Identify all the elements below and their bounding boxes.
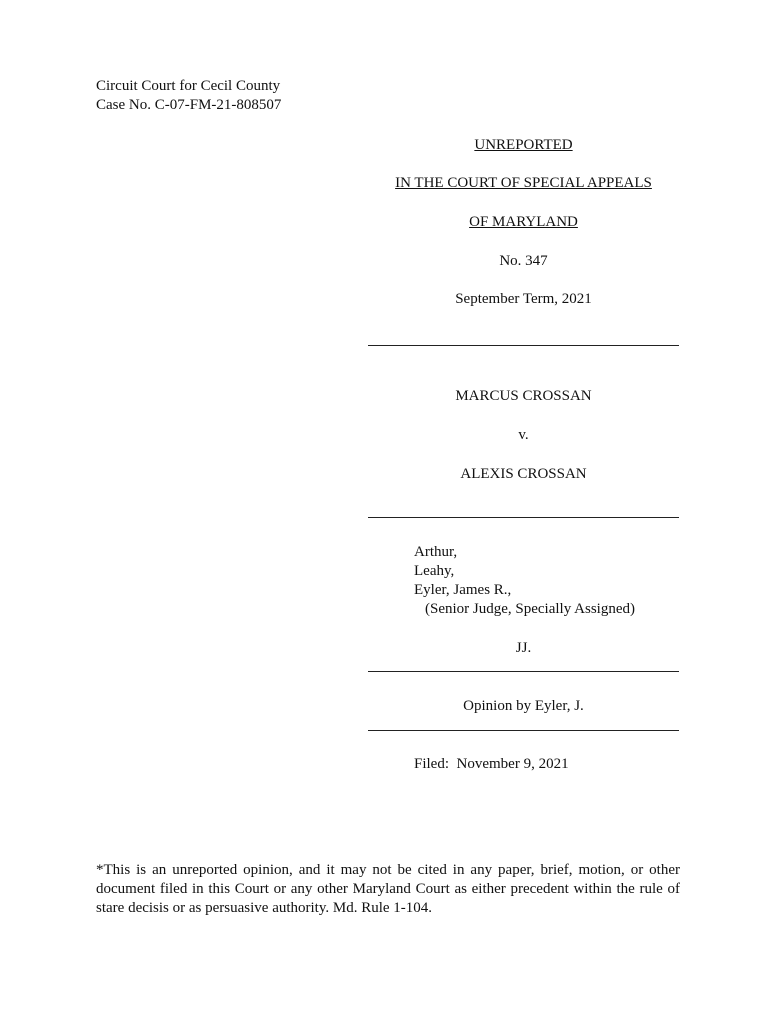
judges-suffix: JJ. [515, 640, 532, 656]
term: September Term, 2021 [455, 291, 592, 307]
versus: v. [518, 427, 529, 443]
circuit-court-line: Circuit Court for Cecil County [96, 78, 281, 94]
divider-3 [368, 671, 679, 672]
appellee-name: ALEXIS CROSSAN [460, 466, 587, 482]
judge-arthur: Arthur, [414, 544, 458, 560]
footnote: *This is an unreported opinion, and it may not be cited in any paper, brief, motion, or other document filed in this Court or any other Maryland Court as either precedent within the rule of stare decisis or as persuasive authority. Md. Rule 1-104. [96, 862, 680, 916]
divider-1 [368, 345, 679, 346]
opinion-by: Opinion by Eyler, J. [463, 698, 584, 714]
filed-date: Filed: November 9, 2021 [414, 756, 569, 772]
judge-note: (Senior Judge, Specially Assigned) [425, 601, 635, 617]
state-heading: OF MARYLAND [469, 214, 578, 230]
divider-4 [368, 730, 679, 731]
judge-leahy: Leahy, [414, 563, 455, 579]
court-heading: IN THE COURT OF SPECIAL APPEALS [395, 175, 652, 191]
appellant-name: MARCUS CROSSAN [455, 388, 592, 404]
appeal-number: No. 347 [499, 253, 548, 269]
unreported-heading: UNREPORTED [474, 137, 573, 153]
case-number-line: Case No. C-07-FM-21-808507 [96, 97, 282, 113]
judge-eyler: Eyler, James R., [414, 582, 512, 598]
divider-2 [368, 517, 679, 518]
